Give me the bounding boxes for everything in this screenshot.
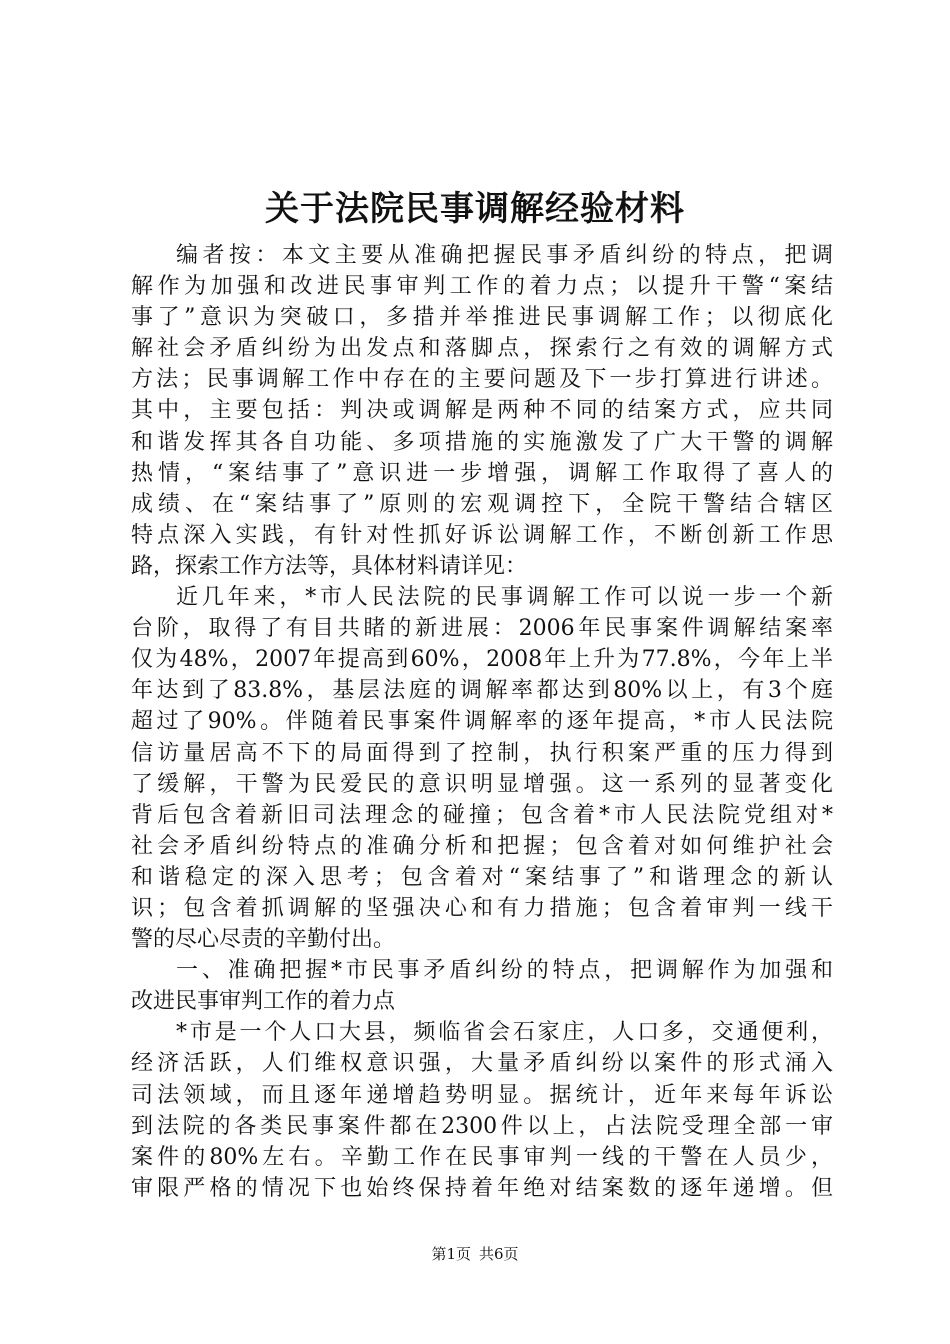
text-line: 和谐稳定的深入思考；包含着对“案结事了”和谐理念的新认 xyxy=(131,864,833,890)
text-line: 审限严格的情况下也始终保持着年绝对结案数的逐年递增。但 xyxy=(131,1175,833,1201)
text-line: 超过了90%。伴随着民事案件调解率的逐年提高，*市人民法院 xyxy=(131,709,833,735)
text-line: 特点深入实践，有针对性抓好诉讼调解工作，不断创新工作思 xyxy=(131,522,833,548)
text-line: 成绩、在“案结事了”原则的宏观调控下，全院干警结合辖区 xyxy=(131,491,833,517)
text-line: 社会矛盾纠纷特点的准确分析和把握；包含着对如何维护社会 xyxy=(131,833,833,859)
document-body xyxy=(131,240,833,1204)
text-line: 和谐发挥其各自功能、多项措施的实施激发了广大干警的调解 xyxy=(131,429,833,455)
text-line: 近几年来，*市人民法院的民事调解工作可以说一步一个新 xyxy=(176,585,833,611)
text-line: 方法；民事调解工作中存在的主要问题及下一步打算进行讲述。 xyxy=(131,367,833,393)
text-line: 仅为48%，2007年提高到60%，2008年上升为77.8%，今年上半 xyxy=(131,647,833,673)
text-line: 编者按：本文主要从准确把握民事矛盾纠纷的特点，把调 xyxy=(176,243,833,268)
text-line: 案件的80%左右。辛勤工作在民事审判一线的干警在人员少， xyxy=(131,1144,833,1170)
section-heading-line: 一、准确把握*市民事矛盾纠纷的特点，把调解作为加强和 xyxy=(176,958,833,984)
text-line: 解作为加强和改进民事审判工作的着力点；以提升干警“案结 xyxy=(131,274,833,300)
text-line: 事了”意识为突破口，多措并举推进民事调解工作；以彻底化 xyxy=(131,305,833,331)
text-line: 解社会矛盾纠纷为出发点和落脚点，探索行之有效的调解方式 xyxy=(131,336,833,362)
text-line: 信访量居高不下的局面得到了控制，执行积案严重的压力得到 xyxy=(131,740,833,766)
text-line: 了缓解，干警为民爱民的意识明显增强。这一系列的显著变化 xyxy=(131,771,833,797)
page-footer xyxy=(0,1243,950,1265)
text-line: 台阶，取得了有目共睹的新进展：2006年民事案件调解结案率 xyxy=(131,616,833,642)
text-line: 司法领域，而且逐年递增趋势明显。据统计，近年来每年诉讼 xyxy=(131,1082,833,1108)
text-line: 识；包含着抓调解的坚强决心和有力措施；包含着审判一线干 xyxy=(131,895,833,921)
text-line: 背后包含着新旧司法理念的碰撞；包含着*市人民法院党组对* xyxy=(131,802,833,828)
page-number: 第1页 xyxy=(431,1245,471,1263)
section-heading-line: 改进民事审判工作的着力点 xyxy=(131,989,396,1015)
page-total: 共6页 xyxy=(479,1245,519,1263)
text-line: 其中，主要包括：判决或调解是两种不同的结案方式，应共同 xyxy=(131,398,833,424)
text-line: 热情，“案结事了”意识进一步增强，调解工作取得了喜人的 xyxy=(131,460,833,486)
text-line: 到法院的各类民事案件都在2300件以上，占法院受理全部一审 xyxy=(131,1113,833,1139)
text-line: 年达到了83.8%，基层法庭的调解率都达到80%以上，有3个庭 xyxy=(131,678,833,704)
text-line: 警的尽心尽责的辛勤付出。 xyxy=(131,927,396,953)
text-line: *市是一个人口大县，频临省会石家庄，人口多，交通便利， xyxy=(176,1020,833,1046)
text-line: 路，探索工作方法等，具体材料请详见： xyxy=(131,553,528,579)
document-title: 关于法院民事调解经验材料 xyxy=(265,189,685,229)
text-line: 经济活跃，人们维权意识强，大量矛盾纠纷以案件的形式涌入 xyxy=(131,1051,833,1077)
